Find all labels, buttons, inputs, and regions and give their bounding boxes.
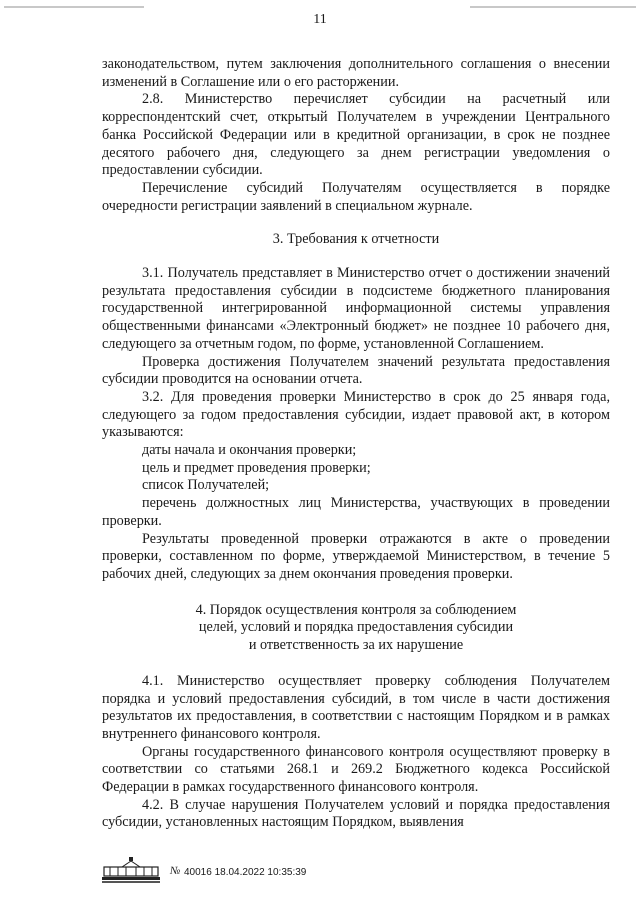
section-heading-line: целей, условий и порядка предоставления субсидии [198, 619, 514, 636]
paragraph: Проверка достижения Получателем значений результата предоставления субсидии проводится на основании отчета. [102, 353, 610, 388]
list-item: список Получателей; [142, 477, 270, 494]
paragraph: Органы государственного финансового контроля осуществляют проверку в соответствии со статьями 268.1 и 269.2 Бюджетного кодекса Российской Федерации в рамках государственного финансового контроля. [102, 743, 610, 796]
scan-noise-left [4, 6, 144, 8]
building-logo-icon [100, 857, 162, 883]
paragraph: Перечисление субсидий Получателям осуществляется в порядке очередности регистрации заявлений в специальном журнале. [102, 179, 610, 214]
footer [100, 855, 520, 895]
paragraph: 4.2. В случае нарушения Получателем условий и порядка предоставления субсидии, установленных настоящим Порядком, выявления [102, 796, 610, 831]
paragraph: Результаты проведенной проверки отражаются в акте о проведении проверки, составленном по форме, утверждаемой Министерством, в течение 5 рабочих дней, следующих за днем окончания проведения проверки. [102, 530, 610, 582]
page-number: 11 [313, 12, 327, 27]
paragraph: законодательством, путем заключения дополнительного соглашения о внесении изменений в Соглашение или о его расторжении. [102, 56, 610, 90]
list-item: цель и предмет проведения проверки; [142, 459, 371, 476]
list-item: перечень должностных лиц Министерства, участвующих в проведении проверки. [102, 495, 610, 529]
section-heading: 3. Требования к отчетности [272, 231, 440, 248]
paragraph: 3.1. Получатель представляет в Министерство отчет о достижении значений результата предоставления субсидии в подсистеме бюджетного планирования государственной интегрированной информационной системы управления общественными финансами «Электронный бюджет» не позднее 10 рабочего дня, следующего за отчетным годом, по форме, установленной Соглашением. [102, 265, 610, 352]
scan-noise-right [470, 6, 636, 8]
section-heading-line: и ответственность за их нарушение [248, 637, 464, 654]
paragraph: 4.1. Министерство осуществляет проверку соблюдения Получателем порядка и условий предоставления субсидий, в том числе в части достижения результатов их предоставления, в соответствии с настоящим Порядком и в рамках внутреннего финансового контроля. [102, 672, 610, 742]
document-body [102, 56, 610, 832]
paragraph: 3.2. Для проведения проверки Министерство в срок до 25 января года, следующего за годом предоставления субсидии, издает правовой акт, в котором указываются: [102, 388, 610, 441]
paragraph: 2.8. Министерство перечисляет субсидии на расчетный или корреспондентский счет, открытый Получателем в учреждении Центрального банка Российской Федерации или в кредитной организации, в срок не позднее десятого рабочего дня, следующего за днем регистрации уведомления о предоставлении субсидии. [102, 91, 610, 179]
document-id-stamp: 40016 18.04.2022 10:35:39 [184, 867, 307, 878]
section-heading-line: 4. Порядок осуществления контроля за соблюдением [195, 601, 517, 618]
doc-mark: № [170, 865, 181, 877]
list-item: даты начала и окончания проверки; [142, 442, 357, 459]
